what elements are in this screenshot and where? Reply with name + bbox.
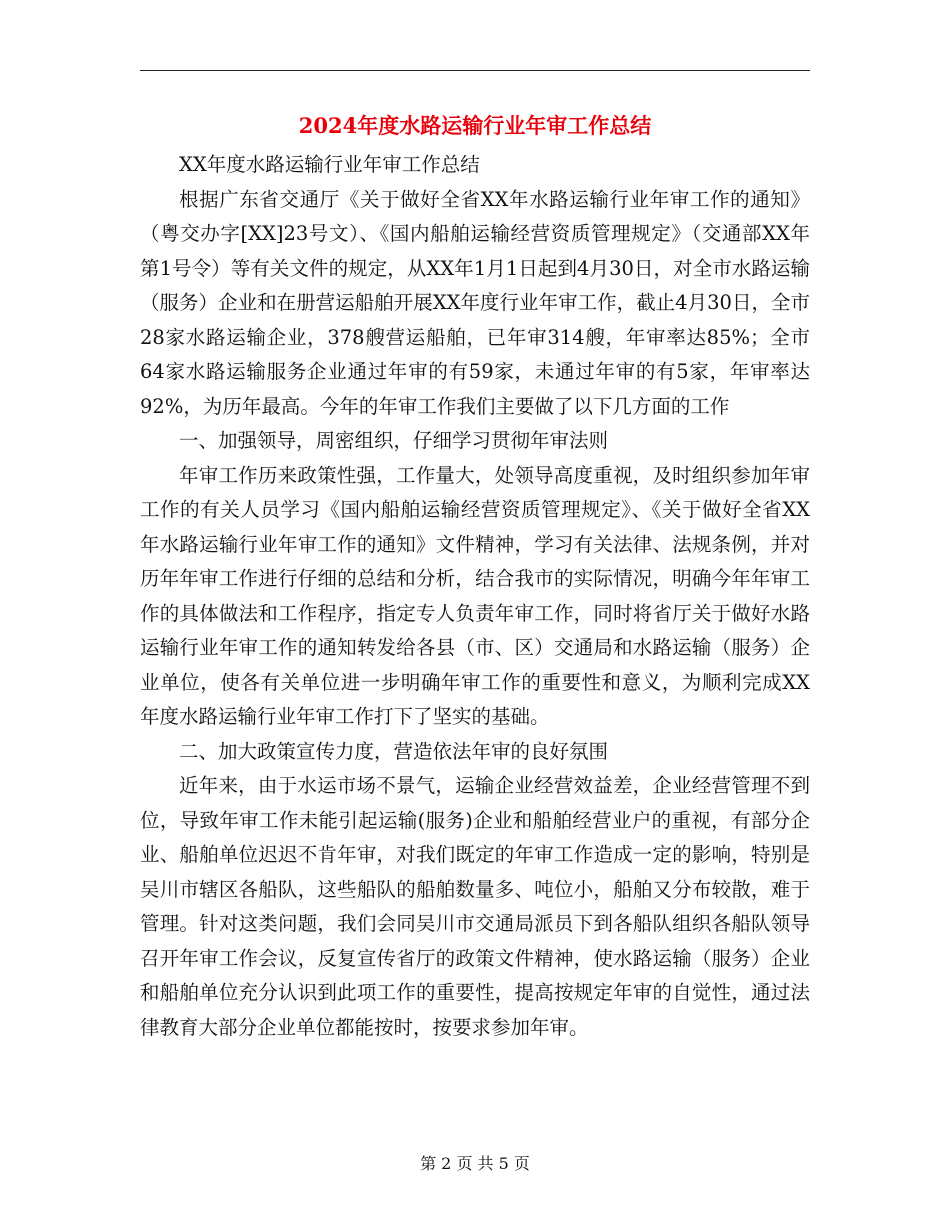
paragraph-section-2: 近年来，由于水运市场不景气，运输企业经营效益差，企业经营管理不到位，导致年审工作未能引起运输(服务)企业和船舶经营业户的重视，有部分企业、船舶单位迟迟不肯年审，对我们既定的年审工作造成一定的影响，特别是吴川市辖区各船队，这些船队的船舶数量多、吨位小，船舶又分布较散，难于管理。针对这类问题，我们会同吴川市交通局派员下到各船队组织各船队领导召开年审工作会议，反复宣传省厅的政策文件精神，使水路运输（服务）企业和船舶单位充分认识到此项工作的重要性，提高按规定年审的自觉性，通过法律教育大部分企业单位都能按时，按要求参加年审。 [140,774,810,1039]
page-number: 第 2 页 共 5 页 [420,1154,530,1173]
paragraph-intro: 根据广东省交通厅《关于做好全省XX年水路运输行业年审工作的通知》（粤交办字[XX]23号文）、《国内船舶运输经营资质管理规定》（交通部XX年第1号令）等有关文件的规定，从XX年1月1日起到4月30日，对全市水路运输（服务）企业和在册营运船舶开展XX年度行业年审工作，截止4月30日，全市28家水路运输企业，378艘营运船舶，已年审314艘，年审率达85%；全市64家水路运输服务企业通过年审的有59家，未通过年审的有5家，年审率达92%，为历年最高。今年的年审工作我们主要做了以下几方面的工作 [140,187,810,418]
section-heading-1: 一、加强领导，周密组织，仔细学习贯彻年审法则 [179,429,609,452]
document-body [140,148,810,1045]
section-heading-2: 二、加大政策宣传力度，营造依法年审的良好氛围 [179,739,609,763]
document-title: 2024年度水路运输行业年审工作总结 [298,113,652,138]
paragraph-section-1: 年审工作历来政策性强，工作量大，处领导高度重视，及时组织参加年审工作的有关人员学习《国内船舶运输经营资质管理规定》、《关于做好全省XX年水路运输行业年审工作的通知》文件精神，学习有关法律、法规条例，并对历年年审工作进行仔细的总结和分析，结合我市的实际情况，明确今年年审工作的具体做法和工作程序，指定专人负责年审工作，同时将省厅关于做好水路运输行业年审工作的通知转发给各县（市、区）交通局和水路运输（服务）企业单位，使各有关单位进一步明确年审工作的重要性和意义，为顺利完成XX年度水路运输行业年审工作打下了坚实的基础。 [140,463,810,728]
paragraph-subtitle: XX年度水路运输行业年审工作总结 [179,153,480,176]
header-rule [140,70,810,71]
